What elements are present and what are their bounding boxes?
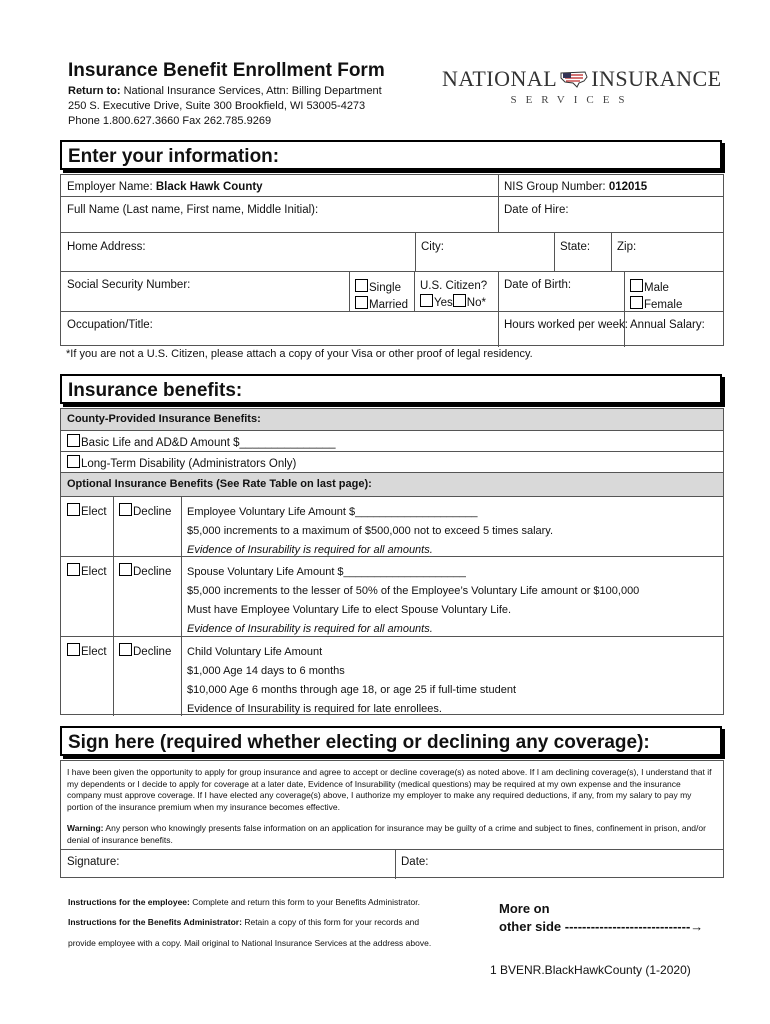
spouse-elect-option[interactable]: Elect (61, 559, 113, 582)
section-heading-benefits: Insurance benefits: (60, 374, 722, 404)
form-id: 1 BVENR.BlackHawkCounty (1-2020) (490, 963, 691, 977)
female-checkbox[interactable]: Female (630, 296, 682, 313)
consent-paragraph: I have been given the opportunity to apply for group insurance and agree to accept or decline coverage(s) as noted above. If I am declining coverage(s), I understand that if my dependents or I decide to apply for coverage at a later date, Evidence of Insurability (medical questions) may be required at my own expense and the insurance company must approve coverage. If I have elected any coverage(s) above, I authorize my employer to make any required deductions, if any, from my salary to pay my portion of the insurance premium when my insurance becomes effective. (67, 767, 712, 812)
spouse-life-details: Spouse Voluntary Life Amount $____________________ $5,000 increments to the lesser of 50% of the Employee’s Voluntary Life amount or $100,000 Must have Employee Voluntary Life to elect Spouse Voluntary Life. Evidence of Insurability is required for all amounts. (187, 566, 640, 635)
county-benefits-header: County-Provided Insurance Benefits: (61, 409, 723, 430)
child-life-details: Child Voluntary Life Amount $1,000 Age 14 days to 6 months $10,000 Age 6 months through age 18, or age 25 if full-time student Evidence of Insurability is required for late enrollees. (187, 646, 517, 715)
basic-life-option[interactable]: Basic Life and AD&D Amount $_______________ (61, 432, 341, 453)
sign-grid (60, 760, 724, 878)
state-field[interactable]: State: (560, 241, 591, 253)
date-field[interactable]: Date: (401, 856, 429, 868)
child-decline-option[interactable]: Decline (113, 639, 177, 662)
employee-elect-option[interactable]: Elect (61, 499, 113, 522)
other-side-label: other side -----------------------------→ (499, 919, 704, 934)
ssn-field[interactable]: Social Security Number: (67, 279, 191, 291)
return-to-line: Return to: National Insurance Services, Attn: Billing Department (68, 85, 382, 97)
ltd-checkbox[interactable] (67, 455, 80, 468)
salary-field[interactable]: Annual Salary: (630, 319, 705, 331)
date-of-hire-field[interactable]: Date of Hire: (504, 204, 569, 216)
city-field[interactable]: City: (421, 241, 444, 253)
employee-life-details: Employee Voluntary Life Amount $____________________ $5,000 increments to a maximum of $500,000 not to exceed 5 times salary. Evidence of Insurability is required for all amounts. (187, 506, 554, 556)
optional-benefits-header: Optional Insurance Benefits (See Rate Table on last page): (61, 473, 723, 496)
citizen-question: U.S. Citizen? Yes No* (420, 280, 488, 309)
us-map-flag-icon (559, 69, 589, 89)
employee-instructions: Instructions for the employee: Complete and return this form to your Benefits Administrator. (68, 897, 420, 907)
citizen-footnote: *If you are not a U.S. Citizen, please attach a copy of your Visa or other proof of legal residency. (66, 348, 533, 360)
zip-field[interactable]: Zip: (617, 241, 637, 253)
full-name-field[interactable]: Full Name (Last name, First name, Middle Initial): (67, 204, 319, 216)
citizen-yes-checkbox[interactable] (420, 294, 433, 307)
admin-instructions-cont: provide employee with a copy. Mail original to National Insurance Services at the address above. (68, 938, 432, 948)
ltd-option[interactable]: Long-Term Disability (Administrators Only) (61, 453, 302, 474)
section-heading-information: Enter your information: (60, 140, 722, 170)
phone-line: Phone 1.800.627.3660 Fax 262.785.9269 (68, 115, 272, 127)
warning-paragraph: Warning: Any person who knowingly presents false information on an application for insurance may be guilty of a crime and subject to fines, confinement in prison, and/or denial of insurance benefits. (67, 823, 706, 845)
date-of-birth-field[interactable]: Date of Birth: (504, 279, 572, 291)
married-checkbox[interactable]: Married (355, 296, 408, 313)
signature-field[interactable]: Signature: (67, 856, 120, 868)
gender (624, 275, 688, 317)
address-line: 250 S. Executive Drive, Suite 300 Brookfield, WI 53005-4273 (68, 100, 366, 112)
company-logo: NATIONAL INSURANCE SERVICES (442, 66, 722, 106)
occupation-field[interactable]: Occupation/Title: (67, 319, 153, 331)
marital-status (349, 275, 414, 317)
child-elect-option[interactable]: Elect (61, 639, 113, 662)
citizen-no-checkbox[interactable] (453, 294, 466, 307)
section-heading-sign: Sign here (required whether electing or declining any coverage): (60, 726, 722, 756)
group-number-field[interactable]: NIS Group Number: 012015 (504, 181, 648, 193)
male-checkbox[interactable]: Male (630, 279, 682, 296)
benefits-grid (60, 408, 724, 715)
spouse-decline-option[interactable]: Decline (113, 559, 177, 582)
employee-decline-option[interactable]: Decline (113, 499, 177, 522)
admin-instructions: Instructions for the Benefits Administrator: Retain a copy of this form for your records and (68, 917, 420, 927)
more-on-label: More on (499, 901, 550, 916)
information-grid (60, 174, 724, 346)
form-title: Insurance Benefit Enrollment Form (68, 60, 385, 81)
home-address-field[interactable]: Home Address: (67, 241, 146, 253)
hours-field[interactable]: Hours worked per week: (504, 319, 628, 331)
basic-life-checkbox[interactable] (67, 434, 80, 447)
single-checkbox[interactable]: Single (355, 279, 408, 296)
citizen-label: U.S. Citizen? (420, 280, 488, 292)
employer-name-field[interactable]: Employer Name: Black Hawk County (67, 181, 263, 193)
